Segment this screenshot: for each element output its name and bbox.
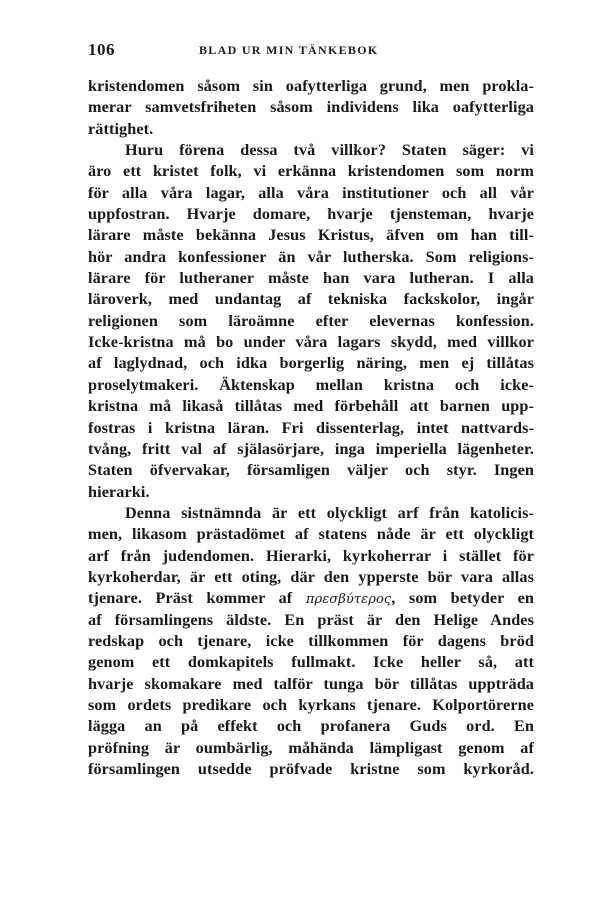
text-line: kristna må likaså tillåtas med förbehåll att barnen upp-: [88, 397, 534, 416]
text-segment: tjenare. Präst kommer af: [88, 589, 293, 608]
text-line: hierarki.: [88, 482, 150, 501]
text-line: Huru förena dessa två villkor? Staten säger: vi: [125, 141, 534, 160]
page-number: 106: [88, 40, 115, 59]
text-line: kristendomen såsom sin oafytterliga grund, men prokla-: [88, 77, 534, 95]
text-line: hör andra konfessioner än vår lutherska. Som religions-: [88, 247, 534, 266]
running-head: BLAD UR MIN TÄNKEBOK: [199, 43, 379, 57]
text-line: rättighet.: [88, 119, 154, 138]
text-line: läroverk, med undantag af tekniska fackskolor, ingår: [88, 290, 534, 309]
text-line: hvarje skomakare med talför tunga bör tillåtas uppträda: [88, 674, 534, 693]
text-line: kyrkoherdar, är ett oting, där den ypperste bör vara allas: [88, 567, 534, 586]
text-line: fostras i kristna läran. Fri dissenterlag, intet nattvards-: [88, 418, 534, 437]
text-line: af församlingens äldste. En präst är den Helige Andes: [88, 610, 534, 629]
text-line: af laglydnad, och idka borgerlig näring, men ej tillåtas: [88, 354, 534, 373]
text-line: Staten öfvervakar, församligen väljer och styr. Ingen: [88, 461, 534, 480]
text-line: religionen som läroämne efter elevernas konfession.: [88, 311, 534, 330]
text-line: tvång, fritt val af själasörjare, inga imperiella lägenheter.: [88, 439, 534, 458]
text-segment: , som betyder en: [391, 589, 534, 608]
text-line: men, likasom prästadömet af statens nåde är ett olyckligt: [88, 525, 534, 544]
text-line: [88, 588, 534, 609]
body-text: [88, 76, 534, 780]
text-line: lägga an på effekt och profanera Guds ord. En: [88, 717, 534, 736]
greek-word: πρεσβύτερος: [305, 592, 392, 608]
text-line: genom ett domkapitels fullmakt. Icke heller så, att: [88, 653, 534, 672]
text-line: äro ett kristet folk, vi erkänna kristendomen som norm: [88, 162, 534, 181]
text-line: arf från judendomen. Hierarki, kyrkoherrar i stället för: [88, 546, 534, 565]
text-line: för alla våra lagar, alla våra institutioner och all vår: [88, 183, 534, 202]
text-line: redskap och tjenare, icke tillkommen för dagens bröd: [88, 631, 534, 650]
text-line: Icke-kristna må bo under våra lagars skydd, med villkor: [88, 333, 534, 352]
text-line: merar samvetsfriheten såsom individens lika oafytterliga: [88, 98, 534, 117]
text-line: lärare måste bekänna Jesus Kristus, äfven om han till-: [88, 226, 534, 245]
page-header: [88, 40, 534, 64]
text-line: församlingen utsedde pröfvade kristne som kyrkoråd.: [88, 760, 534, 778]
text-line: uppfostran. Hvarje domare, hvarje tjensteman, hvarje: [88, 205, 534, 224]
text-line: som ordets predikare och kyrkans tjenare. Kolportörerne: [88, 695, 534, 714]
text-line: Denna sistnämnda är ett olyckligt arf från katolicis-: [125, 503, 534, 522]
text-line: proselytmakeri. Äktenskap mellan kristna och icke-: [88, 375, 534, 394]
text-line: lärare för lutheraner måste han vara lutheran. I alla: [88, 269, 534, 288]
text-line: pröfning är oumbärlig, måhända lämpligast genom af: [88, 738, 534, 757]
